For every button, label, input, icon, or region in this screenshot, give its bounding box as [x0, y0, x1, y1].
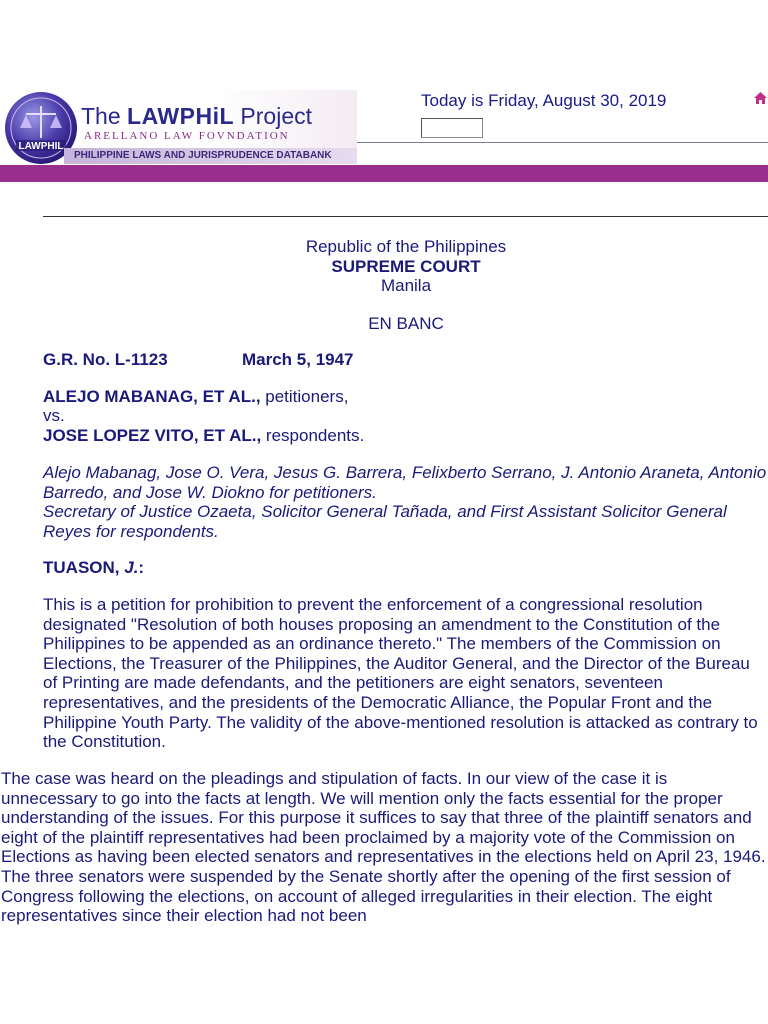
logo-the: The: [81, 103, 128, 129]
gr-number: G.R. No. L-1123: [43, 350, 168, 369]
today-date: Today is Friday, August 30, 2019: [421, 91, 667, 110]
logo-foundation: ARELLANO LAW FOVNDATION: [84, 130, 290, 142]
petitioner-name: ALEJO MABANAG, ET AL.,: [43, 387, 261, 406]
decision-date: March 5, 1947: [242, 350, 354, 369]
respondents-line: [43, 426, 364, 446]
republic-line: Republic of the Philippines: [305, 237, 507, 256]
petitioners-line: [43, 387, 348, 407]
home-icon[interactable]: [753, 91, 768, 106]
ponente-name: TUASON,: [43, 558, 125, 577]
logo-title: [81, 103, 312, 130]
svg-text:LAWPHIL: LAWPHIL: [18, 141, 64, 152]
logo-project: Project: [234, 103, 313, 129]
court-city: Manila: [380, 276, 432, 295]
header-purple-bar: [0, 165, 768, 182]
counsel-petitioners: Alejo Mabanag, Jose O. Vera, Jesus G. Barrera, Felixberto Serrano, J. Antonio Araneta, Antonio Barredo, and Jose W. Diokno for petitioners.: [43, 463, 767, 502]
counsel-respondents: Secretary of Justice Ozaeta, Solicitor General Tañada, and First Assistant Solicitor General Reyes for respondents.: [43, 502, 727, 541]
opinion-paragraph-1: This is a petition for prohibition to prevent the enforcement of a congressional resolution designated "Resolution of both houses proposing an amendment to the Constitution of the Philippines to be appended as an ordinance thereto." The members of the Commission on Elections, the Treasurer of the Philippines, the Auditor General, and the Director of the Bureau of Printing are made defendants, and the petitioners are eight senators, seventeen representatives, and the presidents of the Democratic Alliance, the Popular Front and the Philippine Youth Party. The validity of the above-mentioned resolution is attacked as contrary to the Constitution.: [43, 595, 758, 752]
logo-tagline: PHILIPPINE LAWS AND JURISPRUDENCE DATABANK: [74, 150, 332, 161]
ponente-line: [43, 558, 144, 578]
versus-line: vs.: [43, 406, 65, 425]
opinion-paragraph-2: The case was heard on the pleadings and stipulation of facts. In our view of the case it is unnecessary to go into the facts at length. We will mention only the facts essential for the proper understanding of the issues. For this purpose it suffices to say that three of the plaintiff senators and eight of the plaintiff representatives had been proclaimed by a majority vote of the Commission on Elections as having been elected senators and representatives in the elections held on April 23, 1946. The three senators were suspended by the Senate shortly after the opening of the first session of Congress following the elections, on account of alleged irregularities in their election. The eight representatives since their election had not been: [1, 769, 766, 926]
respondent-name: JOSE LOPEZ VITO, ET AL.,: [43, 426, 262, 445]
logo-lawphil: LAWPHiL: [127, 103, 235, 129]
respondent-role: respondents.: [261, 426, 365, 445]
court-name: SUPREME COURT: [331, 257, 481, 276]
lawphil-logo[interactable]: [2, 90, 357, 164]
petitioner-role: petitioners,: [260, 387, 349, 406]
search-input[interactable]: [421, 118, 483, 138]
ponente-j: J.: [124, 558, 139, 577]
division-label: EN BANC: [368, 314, 444, 333]
site-header: [0, 88, 768, 184]
logo-tagline-strip: [64, 148, 357, 164]
header-divider: [357, 142, 768, 143]
ponente-colon: :: [138, 558, 145, 577]
content-divider: [43, 216, 768, 217]
